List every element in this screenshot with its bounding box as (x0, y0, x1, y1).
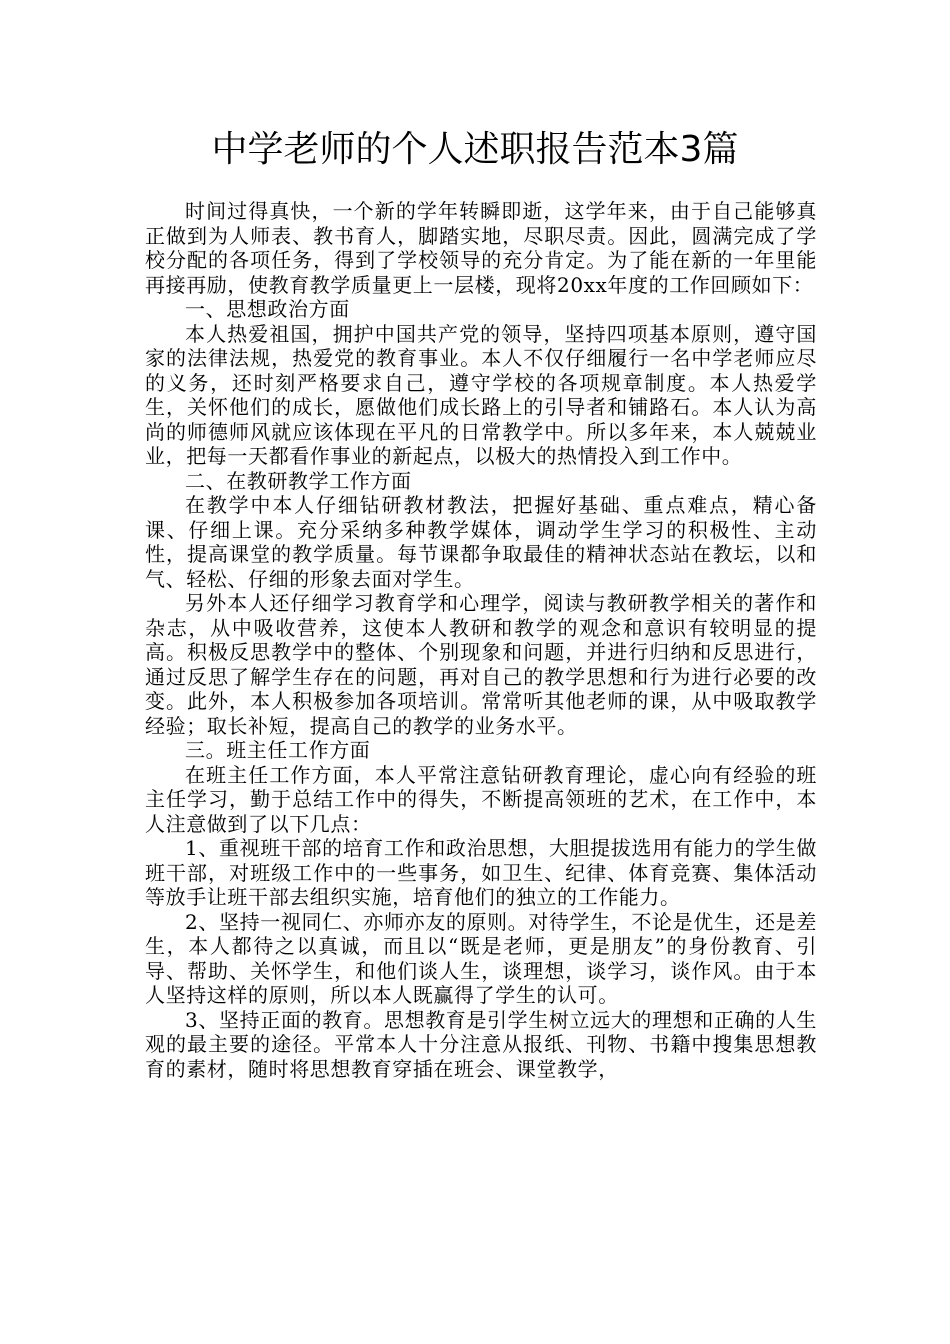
list-item-3: 3、坚持正面的教育。思想教育是引学生树立远大的理想和正确的人生观的最主要的途径。平常本人十分注意从报纸、刊物、书籍中搜集思想教育的素材，随时将思想教育穿插在班会、课堂教学， (145, 1007, 817, 1081)
section-heading-political: 一、思想政治方面 (185, 297, 350, 321)
paragraph-teaching-1: 在教学中本人仔细钻研教材教法，把握好基础、重点难点，精心备课、仔细上课。充分采纳多种教学媒体，调动学生学习的积极性、主动性，提高课堂的教学质量。每节课都争取最佳的精神状态站在教坛，以和气、轻松、仔细的形象去面对学生。 (145, 493, 817, 591)
paragraph-class-teacher: 在班主任工作方面，本人平常注意钻研教育理论，虚心向有经验的班主任学习，勤于总结工作中的得失，不断提高领班的艺术，在工作中，本人注意做到了以下几点： (145, 762, 817, 836)
document-title: 中学老师的个人述职报告范本3篇 (211, 129, 739, 170)
paragraph-political: 本人热爱祖国，拥护中国共产党的领导，坚持四项基本原则，遵守国家的法律法规，热爱党的教育事业。本人不仅仔细履行一名中学老师应尽的义务，还时刻严格要求自己，遵守学校的各项规章制度。本人热爱学生，关怀他们的成长，愿做他们成长路上的引导者和铺路石。本人认为高尚的师德师风就应该体现在平凡的日常教学中。所以多年来，本人兢兢业业，把每一天都看作事业的新起点，以极大的热情投入到工作中。 (145, 321, 817, 468)
paragraph-intro: 时间过得真快，一个新的学年转瞬即逝，这学年来，由于自己能够真正做到为人师表、教书育人，脚踏实地，尽职尽责。因此，圆满完成了学校分配的各项任务，得到了学校领导的充分肯定。为了能在新的一年里能再接再励，使教育教学质量更上一层楼，现将20xx年度的工作回顾如下： (145, 199, 817, 297)
section-heading-class-teacher: 三。班主任工作方面 (185, 738, 371, 762)
document-body (145, 199, 817, 1081)
list-item-2: 2、坚持一视同仁、亦师亦友的原则。对待学生，不论是优生，还是差生，本人都待之以真诚，而且以“既是老师，更是朋友”的身份教育、引导、帮助、关怀学生，和他们谈人生，谈理想，谈学习，谈作风。由于本人坚持这样的原则，所以本人既赢得了学生的认可。 (145, 909, 817, 1007)
paragraph-teaching-2: 另外本人还仔细学习教育学和心理学，阅读与教研教学相关的著作和杂志，从中吸收营养，这使本人教研和教学的观念和意识有较明显的提高。积极反思教学中的整体、个别现象和问题，并进行归纳和反思进行，通过反思了解学生存在的问题，再对自己的教学思想和行为进行必要的改变。此外，本人积极参加各项培训。常常听其他老师的课，从中吸取教学经验；取长补短，提高自己的教学的业务水平。 (145, 591, 817, 738)
list-item-1: 1、重视班干部的培育工作和政治思想，大胆提拔选用有能力的学生做班干部，对班级工作中的一些事务，如卫生、纪律、体育竞赛、集体活动等放手让班干部去组织实施，培育他们的独立的工作能力。 (145, 836, 817, 909)
section-heading-teaching: 二、在教研教学工作方面 (185, 468, 412, 493)
